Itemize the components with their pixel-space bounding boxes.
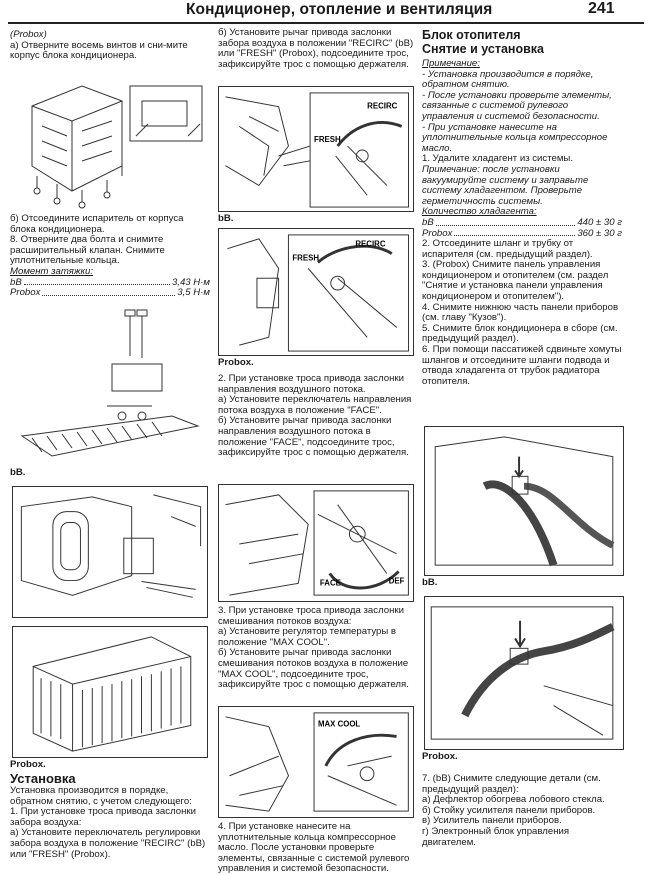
install-step-1a: а) Установите переключатель регулировки забора воздуха в положение "RECIRC" (bB) или "FRESH" (Probox). (10, 827, 206, 860)
cap-probox-1: Probox. (10, 759, 46, 770)
fresh-label: FRESH (292, 253, 320, 263)
ac-housing-drawing (12, 66, 208, 212)
torque-row-probox (10, 288, 210, 299)
note-2-block: Примечание: после установки вакуумируйте систему и заправьте систему хладагентом. Проверьте герметичность системы. (422, 163, 589, 207)
col2-step-3: 3. При установке троса привода заслонки смешивания потоков воздуха: (218, 605, 404, 627)
probox-tag: (Probox) (10, 29, 47, 40)
refrigerant-label: Probox (422, 227, 453, 239)
col3-step-2: 2. Отсоедините шланг и трубку от испарителя (см. предыдущий раздел). (422, 238, 593, 260)
evaporator-drawing (13, 627, 207, 757)
figure-hoses-bb (424, 426, 624, 576)
note-label: Примечание: (422, 58, 480, 69)
cap-bb-1: bB. (10, 467, 26, 478)
page-header (0, 0, 650, 24)
col2-step-2: 2. При установке троса привода заслонки направления воздушного потока. (218, 373, 404, 395)
col2-step-2b: б) Установите рычаг привода заслонки направления воздушного потока в положение "FACE", подсоедините трос, зафиксируйте трос с помощью держателя. (218, 415, 409, 459)
figure-face-def (218, 484, 414, 602)
col2-step-4: 4. При установке нанесите на уплотнительные кольца компрессорное масло. После установки проверьте элементы, связанные с системой рулевого управления и системой безопасности. (218, 821, 410, 875)
torque-label: Probox (10, 287, 41, 299)
recirc-label: RECIRC (367, 101, 398, 111)
col1-step-b: б) Отсоедините испаритель от корпуса блока кондиционера. (10, 213, 184, 235)
face-def-drawing (219, 485, 413, 601)
torque-title: Момент затяжки: (10, 265, 94, 277)
torque-value: 3,5 Н·м (177, 287, 210, 299)
col1-step-a: а) Отверните восемь винтов и сни-мите корпус блока кондиционера. (10, 39, 188, 62)
cap-probox-3: Probox. (422, 751, 458, 762)
install-heading: Установка (10, 771, 76, 786)
figure-valve-location (12, 486, 208, 618)
col2-step-3-block (218, 606, 414, 691)
col2-step-2a: а) Установите переключатель направления потока воздуха в положение "FACE". (218, 394, 412, 416)
col3-step-6: 6. При помощи пассатижей сдвиньте хомуты шлангов и отсоедините шланги подвода и отвода хладагента от трубок радиатора отопителя. (422, 344, 622, 387)
col3-step-7: 7. (bB) Снимите следующие детали (см. предыдущий раздел): (422, 773, 601, 795)
col3-step-7b: б) Стойку усилителя панели приборов. (422, 804, 596, 816)
note-1: - Установка производится в порядке, обратном снятию. (422, 68, 594, 91)
torque-value: 3,43 Н·м (171, 276, 210, 288)
heater-subheading: Снятие и установка (422, 42, 545, 56)
cap-bb-2: bB. (218, 213, 234, 224)
col2-step-2-block (218, 374, 414, 459)
figure-recirc-bb (218, 86, 414, 212)
refrigerant-value: 440 ± 30 г (577, 216, 622, 228)
recirc-probox-drawing (219, 229, 413, 355)
col2-step-3a: а) Установите регулятор температуры в положение "MAX COOL". (218, 626, 397, 648)
def-label: DEF (388, 576, 405, 586)
col2-step-3b: б) Установите рычаг привода заслонки смешивания потоков воздуха в положение "MAX COOL", подсоедините трос, зафиксируйте трос с помощью держателя. (218, 647, 409, 691)
refrigerant-row-bb (422, 218, 622, 229)
col3-step-7d: г) Электронный блок управления двигателем. (422, 825, 570, 848)
expansion-valve-drawing (12, 306, 208, 466)
col2-step-b: б) Установите рычаг привода заслонки забора воздуха в положении "RECIRC" (bB) или "FRESH" (Probox), подсоедините трос, зафиксируйте трос с помощью держателя. (218, 27, 414, 70)
col1-intro (10, 30, 210, 62)
face-label: FACE (319, 578, 341, 588)
hoses-bb-drawing (425, 427, 623, 575)
refrigerant-label: bB (422, 216, 434, 228)
col1-install (10, 772, 210, 860)
fresh-label: FRESH (314, 135, 341, 145)
note-3: - При установке нанесите на уплотнительные кольца компрессорное масло. (422, 121, 608, 154)
refrigerant-value: 360 ± 30 г (577, 227, 622, 239)
col3-step-1: 1. Удалите хладагент из системы. (422, 153, 573, 165)
header-rule (8, 22, 644, 24)
col3-text-block (422, 28, 622, 387)
cap-probox-2: Probox. (218, 357, 254, 368)
col3-step-4: 4. Снимите нижнюю часть панели приборов (см. главу "Кузов"). (422, 301, 619, 324)
refrigerant-title: Количество хладагента: (422, 206, 537, 218)
col1-step-8: 8. Отверните два болта и снимите расширительный клапан. Снимите уплотнительные кольца. (10, 234, 165, 267)
heater-heading: Блок отопителя (422, 28, 521, 42)
cap-bb-3: bB. (422, 577, 438, 588)
recirc-bb-drawing (219, 87, 413, 211)
figure-evaporator (12, 626, 208, 758)
note-2: - После установки проверьте элементы, связанные с системой рулевого управления и системой безопасности. (422, 89, 612, 122)
col3-step-7a: а) Дефлектор обогрева лобового стекла. (422, 794, 605, 806)
page-number: 241 (588, 0, 615, 17)
figure-ac-housing (12, 66, 208, 212)
valve-location-drawing (13, 487, 207, 617)
hoses-probox-drawing (425, 597, 623, 749)
install-step-1: 1. При установке троса привода заслонки забора воздуха: (10, 806, 196, 828)
col1-step-b-block (10, 214, 210, 299)
figure-hoses-probox (424, 596, 624, 750)
col3-step-5: 5. Снимите блок кондиционера в сборе (см. предыдущий раздел). (422, 322, 618, 345)
col3-step-3: 3. (Probox) Снимите панель управления кондиционером и отопителем (см. раздел "Снятие и установка панели управления кондиционером и отопителем"). (422, 259, 609, 303)
max-cool-label: MAX COOL (317, 719, 361, 729)
col3-step-7c: в) Усилитель панели приборов. (422, 815, 562, 827)
torque-label: bB (10, 276, 22, 288)
figure-expansion-valve (12, 306, 208, 466)
max-cool-drawing (219, 707, 413, 817)
install-intro: Установка производится в порядке, обратном снятию, с учетом следующего: (10, 785, 192, 807)
page-title: Кондиционер, отопление и вентиляция (186, 1, 493, 18)
recirc-label: RECIRC (355, 239, 386, 249)
figure-max-cool (218, 706, 414, 818)
figure-recirc-probox (218, 228, 414, 356)
col3-step-7-block (422, 774, 622, 848)
